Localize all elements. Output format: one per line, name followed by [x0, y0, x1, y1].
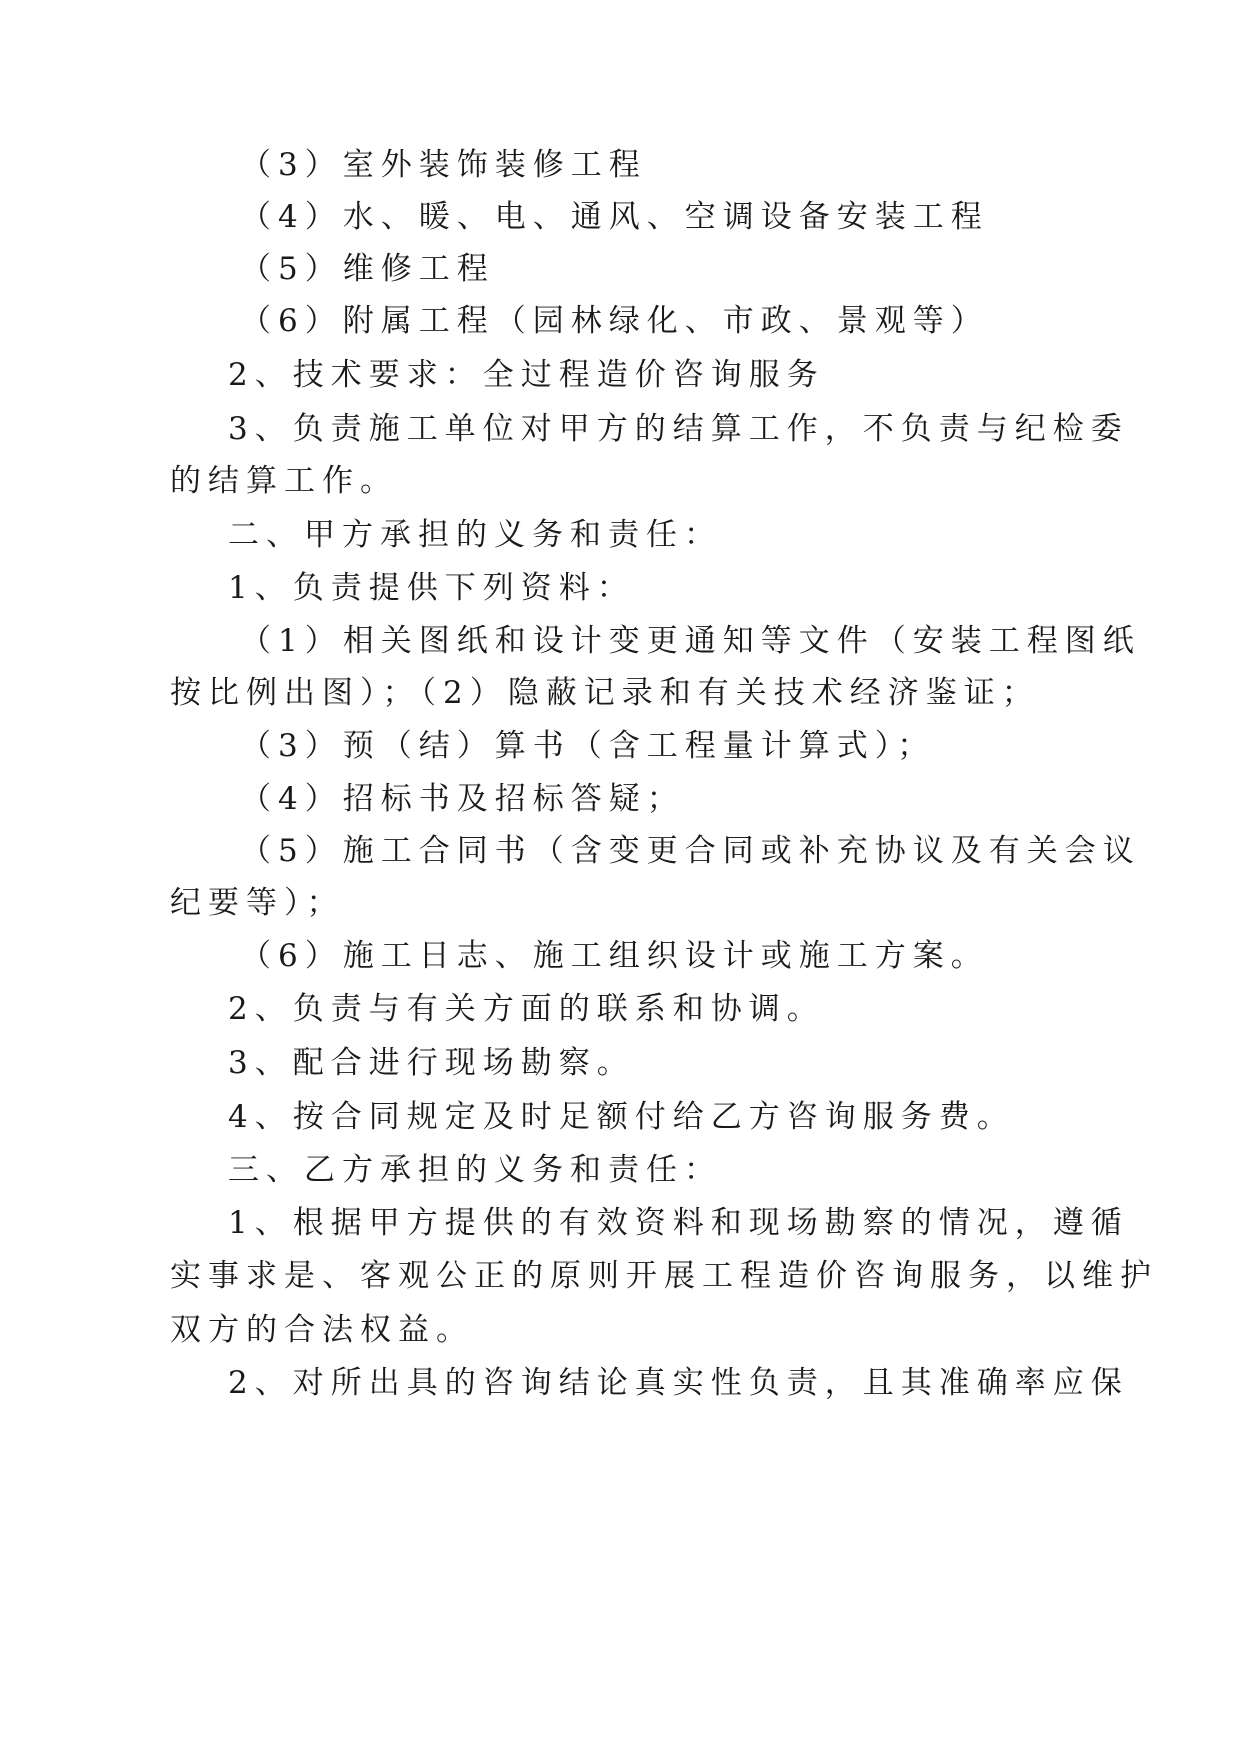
list-item-6-construction-log: （6）施工日志、施工组织设计或施工方案。 — [240, 938, 989, 974]
paragraph-provide-materials: 1、负责提供下列资料： — [228, 570, 635, 606]
paragraph-consulting-principles-cont: 实事求是、客观公正的原则开展工程造价咨询服务，以维护 — [170, 1258, 1158, 1294]
paragraph-settlement-responsibility-cont: 的结算工作。 — [170, 463, 398, 499]
paragraph-site-survey: 3、配合进行现场勘察。 — [228, 1045, 635, 1081]
paragraph-settlement-responsibility: 3、负责施工单位对甲方的结算工作，不负责与纪检委 — [228, 411, 1129, 447]
list-item-3-budget-book: （3）预（结）算书（含工程量计算式）； — [240, 728, 936, 764]
list-item-5-construction-contract: （5）施工合同书（含变更合同或补充协议及有关会议 — [240, 833, 1141, 869]
paragraph-accuracy-responsibility: 2、对所出具的咨询结论真实性负责，且其准确率应保 — [228, 1365, 1129, 1401]
paragraph-payment: 4、按合同规定及时足额付给乙方咨询服务费。 — [228, 1099, 1015, 1135]
list-item-4-tender-docs: （4）招标书及招标答疑； — [240, 781, 685, 817]
list-item-6-ancillary-works: （6）附属工程（园林绿化、市政、景观等） — [240, 303, 989, 339]
list-item-3-exterior-decoration: （3）室外装饰装修工程 — [240, 147, 647, 183]
paragraph-consulting-principles: 1、根据甲方提供的有效资料和现场勘察的情况，遵循 — [228, 1205, 1129, 1241]
list-item-5-maintenance: （5）维修工程 — [240, 251, 495, 287]
list-item-4-mep-installation: （4）水、暖、电、通风、空调设备安装工程 — [240, 199, 989, 235]
list-item-1-drawings: （1）相关图纸和设计变更通知等文件（安装工程图纸 — [240, 623, 1141, 659]
paragraph-consulting-principles-end: 双方的合法权益。 — [170, 1312, 474, 1348]
list-item-1-drawings-cont: 按比例出图）；（2）隐蔽记录和有关技术经济鉴证； — [170, 675, 1040, 711]
section-heading-party-a-duties: 二、甲方承担的义务和责任： — [228, 517, 722, 553]
paragraph-technical-requirements: 2、技术要求：全过程造价咨询服务 — [228, 357, 825, 393]
list-item-5-construction-contract-cont: 纪要等）； — [170, 885, 345, 921]
paragraph-coordination: 2、负责与有关方面的联系和协调。 — [228, 991, 825, 1027]
section-heading-party-b-duties: 三、乙方承担的义务和责任： — [228, 1152, 722, 1188]
